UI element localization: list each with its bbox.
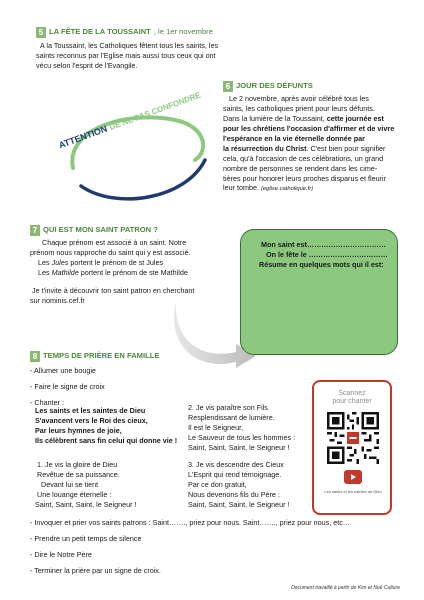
refrain-line-1: Les saints et les saintes de Dieu <box>35 406 146 415</box>
section-5-number: 5 <box>36 27 46 38</box>
section-7-title <box>30 225 230 236</box>
step-sign-of-cross: - Faire le signe de croix <box>30 381 105 391</box>
section-7-line-3a: Les <box>38 257 52 267</box>
worksheet-line-saint: Mon saint est…………………………… <box>261 240 386 249</box>
section-6-line-1: Le 2 novembre, après avoir célébré tous les <box>229 94 369 103</box>
verse-1-line-2: Revêtue de sa puissance. <box>37 469 120 479</box>
verse-3-line-5: Saint, Saint, Saint, le Seigneur ! <box>188 499 290 509</box>
section-5-line-2: saints reconnus par l'Eglise mais aussi tous ceux qui ont <box>36 50 216 60</box>
section-7-line-3c: portent le prénom de st Jules <box>68 257 164 267</box>
section-7-name-mathilde: Mathilde <box>51 267 79 277</box>
section-6-line-8: nombre de personnes se rendent dans les cime- <box>223 163 378 173</box>
section-6-line-2: saints, les catholiques prient pour leurs défunts. <box>223 103 375 113</box>
verse-3-line-3: Par ce don gratuit, <box>188 479 247 489</box>
step-silence: - Prendre un petit temps de silence <box>30 533 142 543</box>
stamp-arc-top <box>72 117 203 168</box>
section-7-line-5: Je t'invite à découvrir ton saint patron en cherchant <box>32 285 195 295</box>
section-6-body <box>223 94 398 194</box>
section-8 <box>30 351 390 362</box>
verse-1-line-5: Saint, Saint, Saint, le Seigneur ! <box>35 499 137 509</box>
step-invoke-saints: - Invoquer et prier vos saints patrons : Saint……., priez pour nous. Saint……., priez pour nous, etc… <box>30 518 350 527</box>
section-7-heading: QUI EST MON SAINT PATRON ? <box>43 225 158 235</box>
section-6-title <box>223 81 393 92</box>
section-8-number: 8 <box>30 351 40 362</box>
attention-stamp-graphic <box>55 90 215 210</box>
verse-2-line-4: Le Sauveur de tous les hommes : <box>188 432 296 442</box>
section-6-number: 6 <box>223 81 233 92</box>
section-6 <box>223 81 393 92</box>
section-8-heading: TEMPS DE PRIÈRE EN FAMILLE <box>43 351 160 361</box>
section-7-line-4 <box>30 268 230 278</box>
patron-saint-worksheet-box[interactable] <box>240 229 398 355</box>
section-7-line-4c: portent le prénom de ste Mathilde <box>78 267 188 277</box>
song-verse-3 <box>188 460 308 510</box>
section-6-heading: JOUR DES DÉFUNTS <box>236 81 313 91</box>
qr-code-card[interactable] <box>312 380 392 515</box>
section-6-line-3 <box>223 114 398 124</box>
section-6-line-9: tières pour honorer leurs proches disparus et fleurir <box>223 173 386 183</box>
section-6-line-7: cela, qu'à l'occasion de ces célébrations, un grand <box>223 153 384 163</box>
step-our-father: - Dire le Notre Père <box>30 549 92 559</box>
section-7-line-2: prénom nous rapproche du saint qui y est associé. <box>30 247 191 257</box>
section-8-title <box>30 351 390 362</box>
section-7-line-4a: Les <box>38 267 52 277</box>
stamp-arc-bottom <box>81 160 205 199</box>
section-7-name-jules: Jules <box>51 257 69 267</box>
section-7-number: 7 <box>30 225 40 236</box>
attention-stamp <box>55 90 215 210</box>
verse-1-line-1: 1. Je vis la gloire de Dieu <box>37 460 118 469</box>
section-6-line-4: pour les chrétiens l'occasion d'affirmer et de vivre <box>223 123 395 133</box>
verse-3-line-2: L'Esprit qui rend témoignage. <box>188 469 282 479</box>
qr-code-image[interactable] <box>327 412 379 464</box>
section-6-line-3a: Dans la lumière de la Toussaint, <box>223 113 327 123</box>
section-6-line-6a: la résurrection du Christ <box>223 143 307 153</box>
step-sing: - Chanter : <box>30 397 64 407</box>
step-end-cross: - Terminer la prière par un signe de croix. <box>30 565 161 575</box>
refrain-line-3: Par leurs hymnes de joie, <box>35 425 122 435</box>
prayer-steps <box>30 366 330 408</box>
section-6-line-10 <box>223 183 398 194</box>
song-refrain <box>35 406 195 446</box>
play-triangle-icon <box>351 474 356 480</box>
footer-credit: Document travaillé à partir de Kim et Noé Culture <box>291 585 400 591</box>
verse-1-line-4: Une louange éternelle : <box>37 489 112 499</box>
prayer-final-steps <box>30 518 410 576</box>
refrain-line-4: Ils célèbrent sans fin celui qui donne vie ! <box>35 435 178 445</box>
step-candle: - Allumer une bougie <box>30 366 96 375</box>
section-6-source: (eglise.catholique.fr) <box>260 186 314 193</box>
play-button-icon[interactable] <box>344 470 362 484</box>
section-5-line-1: A la Toussaint, les Catholiques fêtent tous les saints, les <box>40 41 219 50</box>
section-5-heading: LA FÊTE DE LA TOUSSAINT <box>49 27 151 37</box>
section-6-line-6b: . C'est bien pour signifier <box>306 143 386 153</box>
refrain-line-2: S'avancent vers le Roi des cieux, <box>35 415 148 425</box>
section-7-line-1: Chaque prénom est associé à un saint. Notre <box>42 238 187 247</box>
qr-card-title: Scannez pour chanter <box>332 390 372 406</box>
section-6-line-3b: cette journée est <box>326 113 384 123</box>
verse-3-line-4: Nous devenons fils du Père : <box>188 489 280 499</box>
verse-1-line-3: Devant lui se tient <box>41 479 99 489</box>
verse-2-line-3: Il est le Seigneur, <box>188 422 244 432</box>
worksheet-line-feast: On le fête le …………………………… <box>266 250 388 259</box>
section-5 <box>36 27 266 71</box>
section-7 <box>30 225 230 306</box>
section-6-line-5: l'espérance en la vie éternelle donnée par <box>223 133 365 143</box>
song-verse-1 <box>35 460 185 510</box>
stamp-text-confondre: DE NE PAS CONFONDRE <box>108 90 202 132</box>
verse-2-line-1: 2. Je vis paraître son Fils <box>188 403 268 412</box>
verse-3-line-1: 3. Je vis descendre des Cieux <box>188 460 284 469</box>
song-verse-2 <box>188 403 308 453</box>
section-6-line-6 <box>223 144 398 154</box>
verse-2-line-2: Resplendissant de lumière. <box>188 412 275 422</box>
section-6-line-10a: leur tombe. <box>223 183 261 193</box>
section-7-line-6: sur nominis.cef.fr <box>30 295 85 305</box>
qr-code-icon <box>327 412 379 464</box>
qr-card-caption: Les saints et les saintes de Dieu <box>324 489 382 494</box>
section-5-date: , le 1er novembre <box>153 27 213 37</box>
worksheet-line-summary: Résume en quelques mots qui il est: <box>259 260 384 269</box>
verse-2-line-5: Saint, Saint, Saint, le Seigneur ! <box>188 442 290 452</box>
section-5-line-3: vécu selon l'esprit de l'Evangile. <box>36 60 138 70</box>
section-7-line-3 <box>30 258 230 268</box>
section-5-title <box>36 27 266 38</box>
stamp-text-attention: ATTENTION <box>57 123 109 151</box>
